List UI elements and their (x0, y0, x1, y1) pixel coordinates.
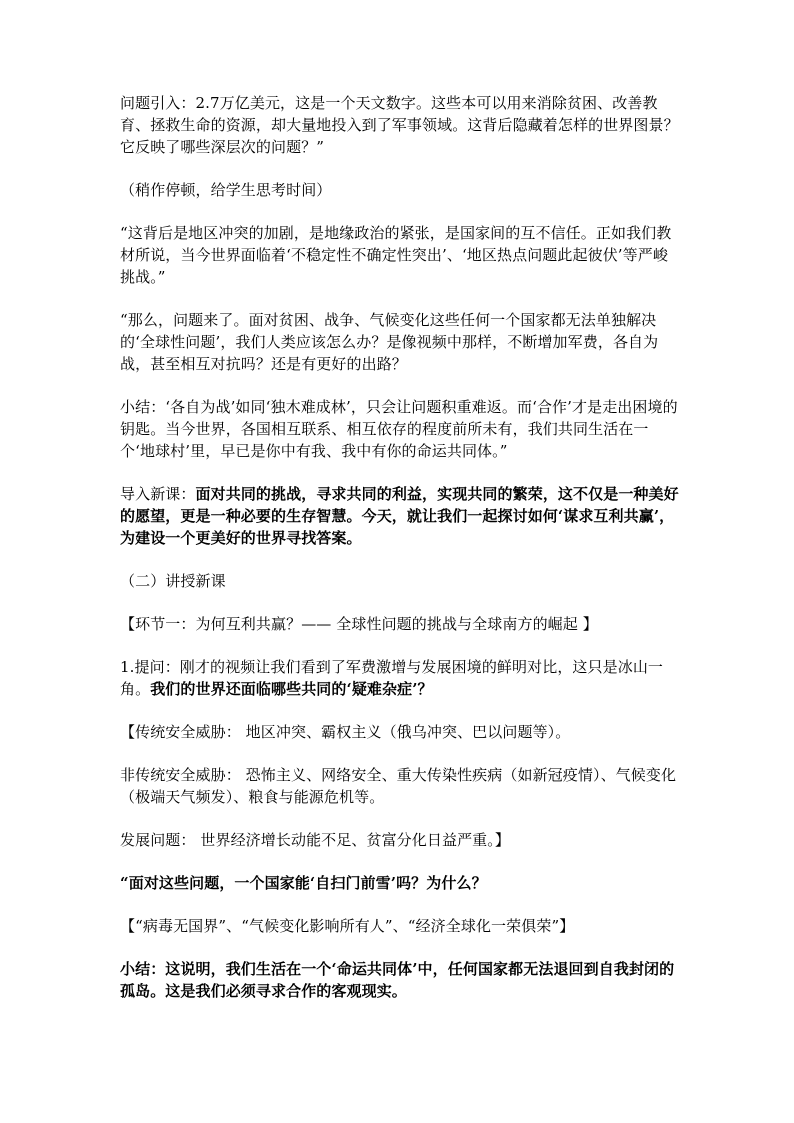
key-points-paragraph: 【“病毒无国界”、“气候变化影响所有人”、“经济全球化一荣俱荣”】 (120, 917, 575, 935)
section-heading: （二）讲授新课 (120, 572, 226, 590)
question-one-bold: 我们的世界还面临哪些共同的‘疑难杂症’？ (150, 680, 433, 698)
traditional-threats-paragraph: 【传统安全威胁： 地区冲突、霸权主义（俄乌冲突、巴以问题等）。 (120, 723, 571, 741)
explanation-paragraph: “这背后是地区冲突的加剧，是地缘政治的紧张，是国家间的互不信任。正如我们教材所说，当今世界面临着‘不稳定性不确定性突出’、‘地区热点问题此起彼伏’等严峻挑战。” (120, 224, 672, 286)
question-one-lead: 1.提问：刚才的视频让我们看到了军费激增与发展困境的鲜明对比，这只是冰山一角。 (120, 658, 664, 698)
development-issues-paragraph: 发展问题： 世界经济增长动能不足、贫富分化日益严重。】 (120, 831, 510, 849)
lesson-intro-paragraph (120, 483, 680, 549)
summary-paragraph: 小结：‘各自为战’如同‘独木难成林’，只会让问题积重难返。而‘合作’才是走出困境的钥匙。当今世界，各国相互联系、相互依存的程度前所未有，我们共同生活在一个‘地球村’里，早已是你中有我、我中有你的命运共同体。” (120, 398, 678, 460)
question-one-paragraph (120, 656, 680, 700)
final-summary-paragraph: 小结：这说明，我们生活在一个‘命运共同体’中，任何国家都无法退回到自我封闭的孤岛。这是我们必须寻求合作的客观现实。 (120, 960, 675, 1000)
lesson-intro-lead: 导入新课： (120, 485, 196, 503)
segment-heading: 【环节一：为何互利共赢？—— 全球性问题的挑战与全球南方的崛起 】 (120, 615, 598, 633)
intro-question-paragraph: 问题引入：2.7万亿美元，这是一个天文数字。这些本可以用来消除贫困、改善教育、拯救生命的资源，却大量地投入到了军事领域。这背后隐藏着怎样的世界图景？它反映了哪些深层次的问题？” (120, 94, 679, 156)
document-page (120, 92, 680, 1002)
lesson-intro-bold: 面对共同的挑战，寻求共同的利益，实现共同的繁荣，这不仅是一种美好的愿望，更是一种必要的生存智慧。今天，就让我们一起探讨如何‘谋求互利共赢’，为建设一个更美好的世界寻找答案。 (120, 485, 679, 547)
question-paragraph: “那么，问题来了。面对贫困、战争、气候变化这些任何一个国家都无法单独解决的‘全球性问题’，我们人类应该怎么办？是像视频中那样，不断增加军费，各自为战，甚至相互对抗吗？还是有更好的出路？ (120, 311, 659, 373)
self-interest-question: “面对这些问题，一个国家能‘自扫门前雪’吗？为什么？ (120, 874, 487, 892)
pause-note: （稍作停顿，给学生思考时间） (120, 181, 332, 199)
nontraditional-threats-paragraph: 非传统安全威胁： 恐怖主义、网络安全、重大传染性疾病（如新冠疫情）、气候变化（极端天气频发）、粮食与能源危机等。 (120, 766, 677, 806)
